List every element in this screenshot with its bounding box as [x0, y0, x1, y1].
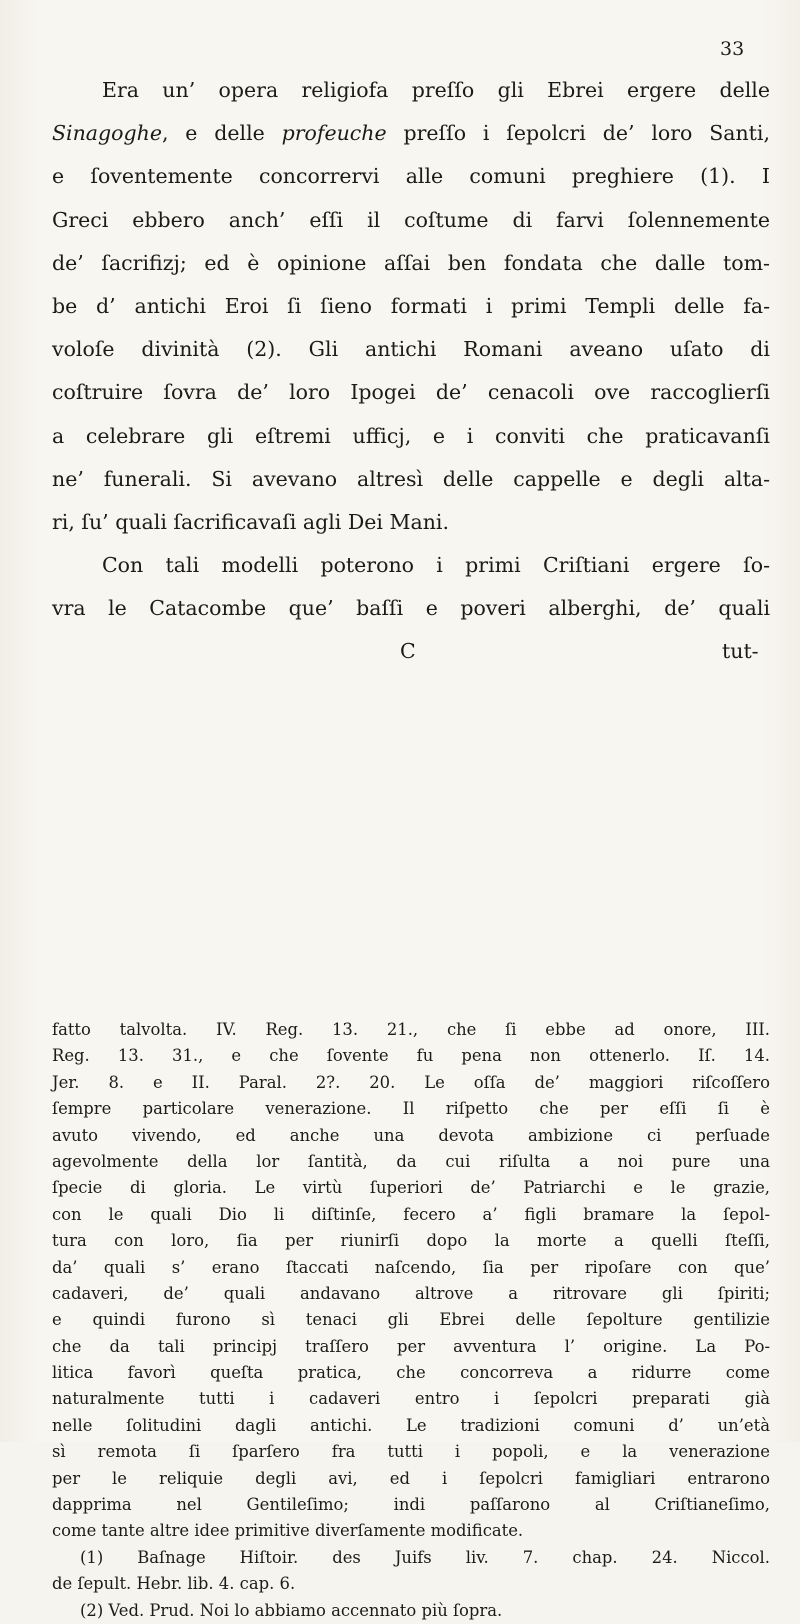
main-line: vra le Catacombe que’ baſſi e poveri alberghi, de’ quali	[52, 596, 770, 621]
main-line: ne’ funerali. Si avevano altresì delle cappelle e degli alta-	[52, 466, 770, 491]
note-line: Reg. 13. 31., e che ſovente fu pena non ottenerlo. Iſ. 14.	[52, 1046, 770, 1066]
footnote-2-line: (2) Ved. Prud. Noi lo abbiamo accennato più ſopra.	[80, 1600, 503, 1620]
catchword: tut-	[722, 639, 759, 664]
note-line: fatto talvolta. IV. Reg. 13. 21., che ſi ebbe ad onore, III.	[52, 1020, 770, 1039]
note-line: dapprima nel Gentileſimo; indi paſſarono al Criſtianeſimo,	[52, 1495, 770, 1515]
note-line: tura con loro, ſia per riunirſi dopo la morte a quelli ſteſſi,	[52, 1231, 770, 1251]
note-line: che da tali principj traſſero per avventura l’ origine. La Po-	[52, 1336, 770, 1356]
note-line: Jer. 8. e II. Paral. 2?. 20. Le oſſa de’ maggiori riſcoſſero	[52, 1072, 770, 1092]
note-line: per le reliquie degli avi, ed i ſepolcri famigliari entrarono	[52, 1468, 770, 1488]
term-profeuche: profeuche	[281, 121, 387, 146]
footnote-1-line: (1) Baſnage Hiſtoir. des Juifs liv. 7. chap. 24. Niccol.	[80, 1547, 770, 1567]
main-line: Sinagoghe, e delle profeuche preſſo i ſepolcri de’ loro Santi,	[52, 121, 770, 146]
main-line: a celebrare gli eſtremi ufficj, e i conviti che praticavanſi	[52, 423, 770, 448]
main-line: ri, ſu’ quali ſacrificavaſi agli Dei Mani.	[52, 509, 449, 534]
main-line: Era un’ opera religiofa preſſo gli Ebrei ergere delle	[102, 78, 770, 102]
footnotes	[52, 1017, 770, 1624]
term-sinagoghe: Sinagoghe	[52, 121, 162, 146]
main-text	[52, 69, 770, 674]
note-line: nelle ſolitudini dagli antichi. Le tradizioni comuni d’ un’età	[52, 1415, 770, 1435]
main-line: voloſe divinità (2). Gli antichi Romani aveano uſato di	[52, 337, 770, 362]
footnote-1-line: de ſepult. Hebr. lib. 4. cap. 6.	[52, 1574, 296, 1594]
note-line: sì remota ſi ſparſero fra tutti i popoli, e la venerazione	[52, 1442, 770, 1462]
main-line: coſtruire ſovra de’ loro Ipogei de’ cenacoli ove raccoglierſi	[52, 380, 770, 405]
main-line: be d’ antichi Eroi ſi ſieno formati i primi Templi delle fa-	[52, 293, 770, 318]
main-line: de’ ſacrifizj; ed è opinione aſſai ben fondata che dalle tom-	[52, 250, 770, 275]
main-line: Con tali modelli poterono i primi Criſtiani ergere ſo-	[102, 553, 770, 578]
note-line: avuto vivendo, ed anche una devota ambizione ci perſuade	[52, 1125, 770, 1145]
signature-line	[52, 630, 770, 673]
note-line: da’ quali s’ erano ſtaccati naſcendo, ſia per ripoſare con que’	[52, 1257, 770, 1277]
page-number: 33	[720, 38, 745, 60]
signature-mark: C	[400, 639, 416, 664]
note-line: ſempre particolare venerazione. Il riſpetto che per eſſi ſi è	[52, 1099, 770, 1119]
note-line: litica favorì queſta pratica, che concorreva a ridurre come	[52, 1363, 770, 1383]
main-line: Greci ebbero anch’ eſſi il coſtume di farvi ſolennemente	[52, 207, 770, 232]
note-line: naturalmente tutti i cadaveri entro i ſepolcri preparati già	[52, 1389, 770, 1409]
note-line: e quindi furono sì tenaci gli Ebrei delle ſepolture gentilizie	[52, 1310, 770, 1330]
note-line: agevolmente della lor ſantità, da cui riſulta a noi pure una	[52, 1151, 770, 1171]
note-line: con le quali Dio li diſtinſe, fecero a’ figli bramare la ſepol-	[52, 1204, 770, 1224]
note-line: come tante altre idee primitive diverſamente modificate.	[52, 1521, 524, 1541]
main-line: e ſoventemente concorrervi alle comuni preghiere (1). I	[52, 164, 770, 189]
note-line: ſpecie di gloria. Le virtù ſuperiori de’ Patriarchi e le grazie,	[52, 1178, 770, 1198]
note-line: cadaveri, de’ quali andavano altrove a ritrovare gli ſpiriti;	[52, 1283, 770, 1303]
